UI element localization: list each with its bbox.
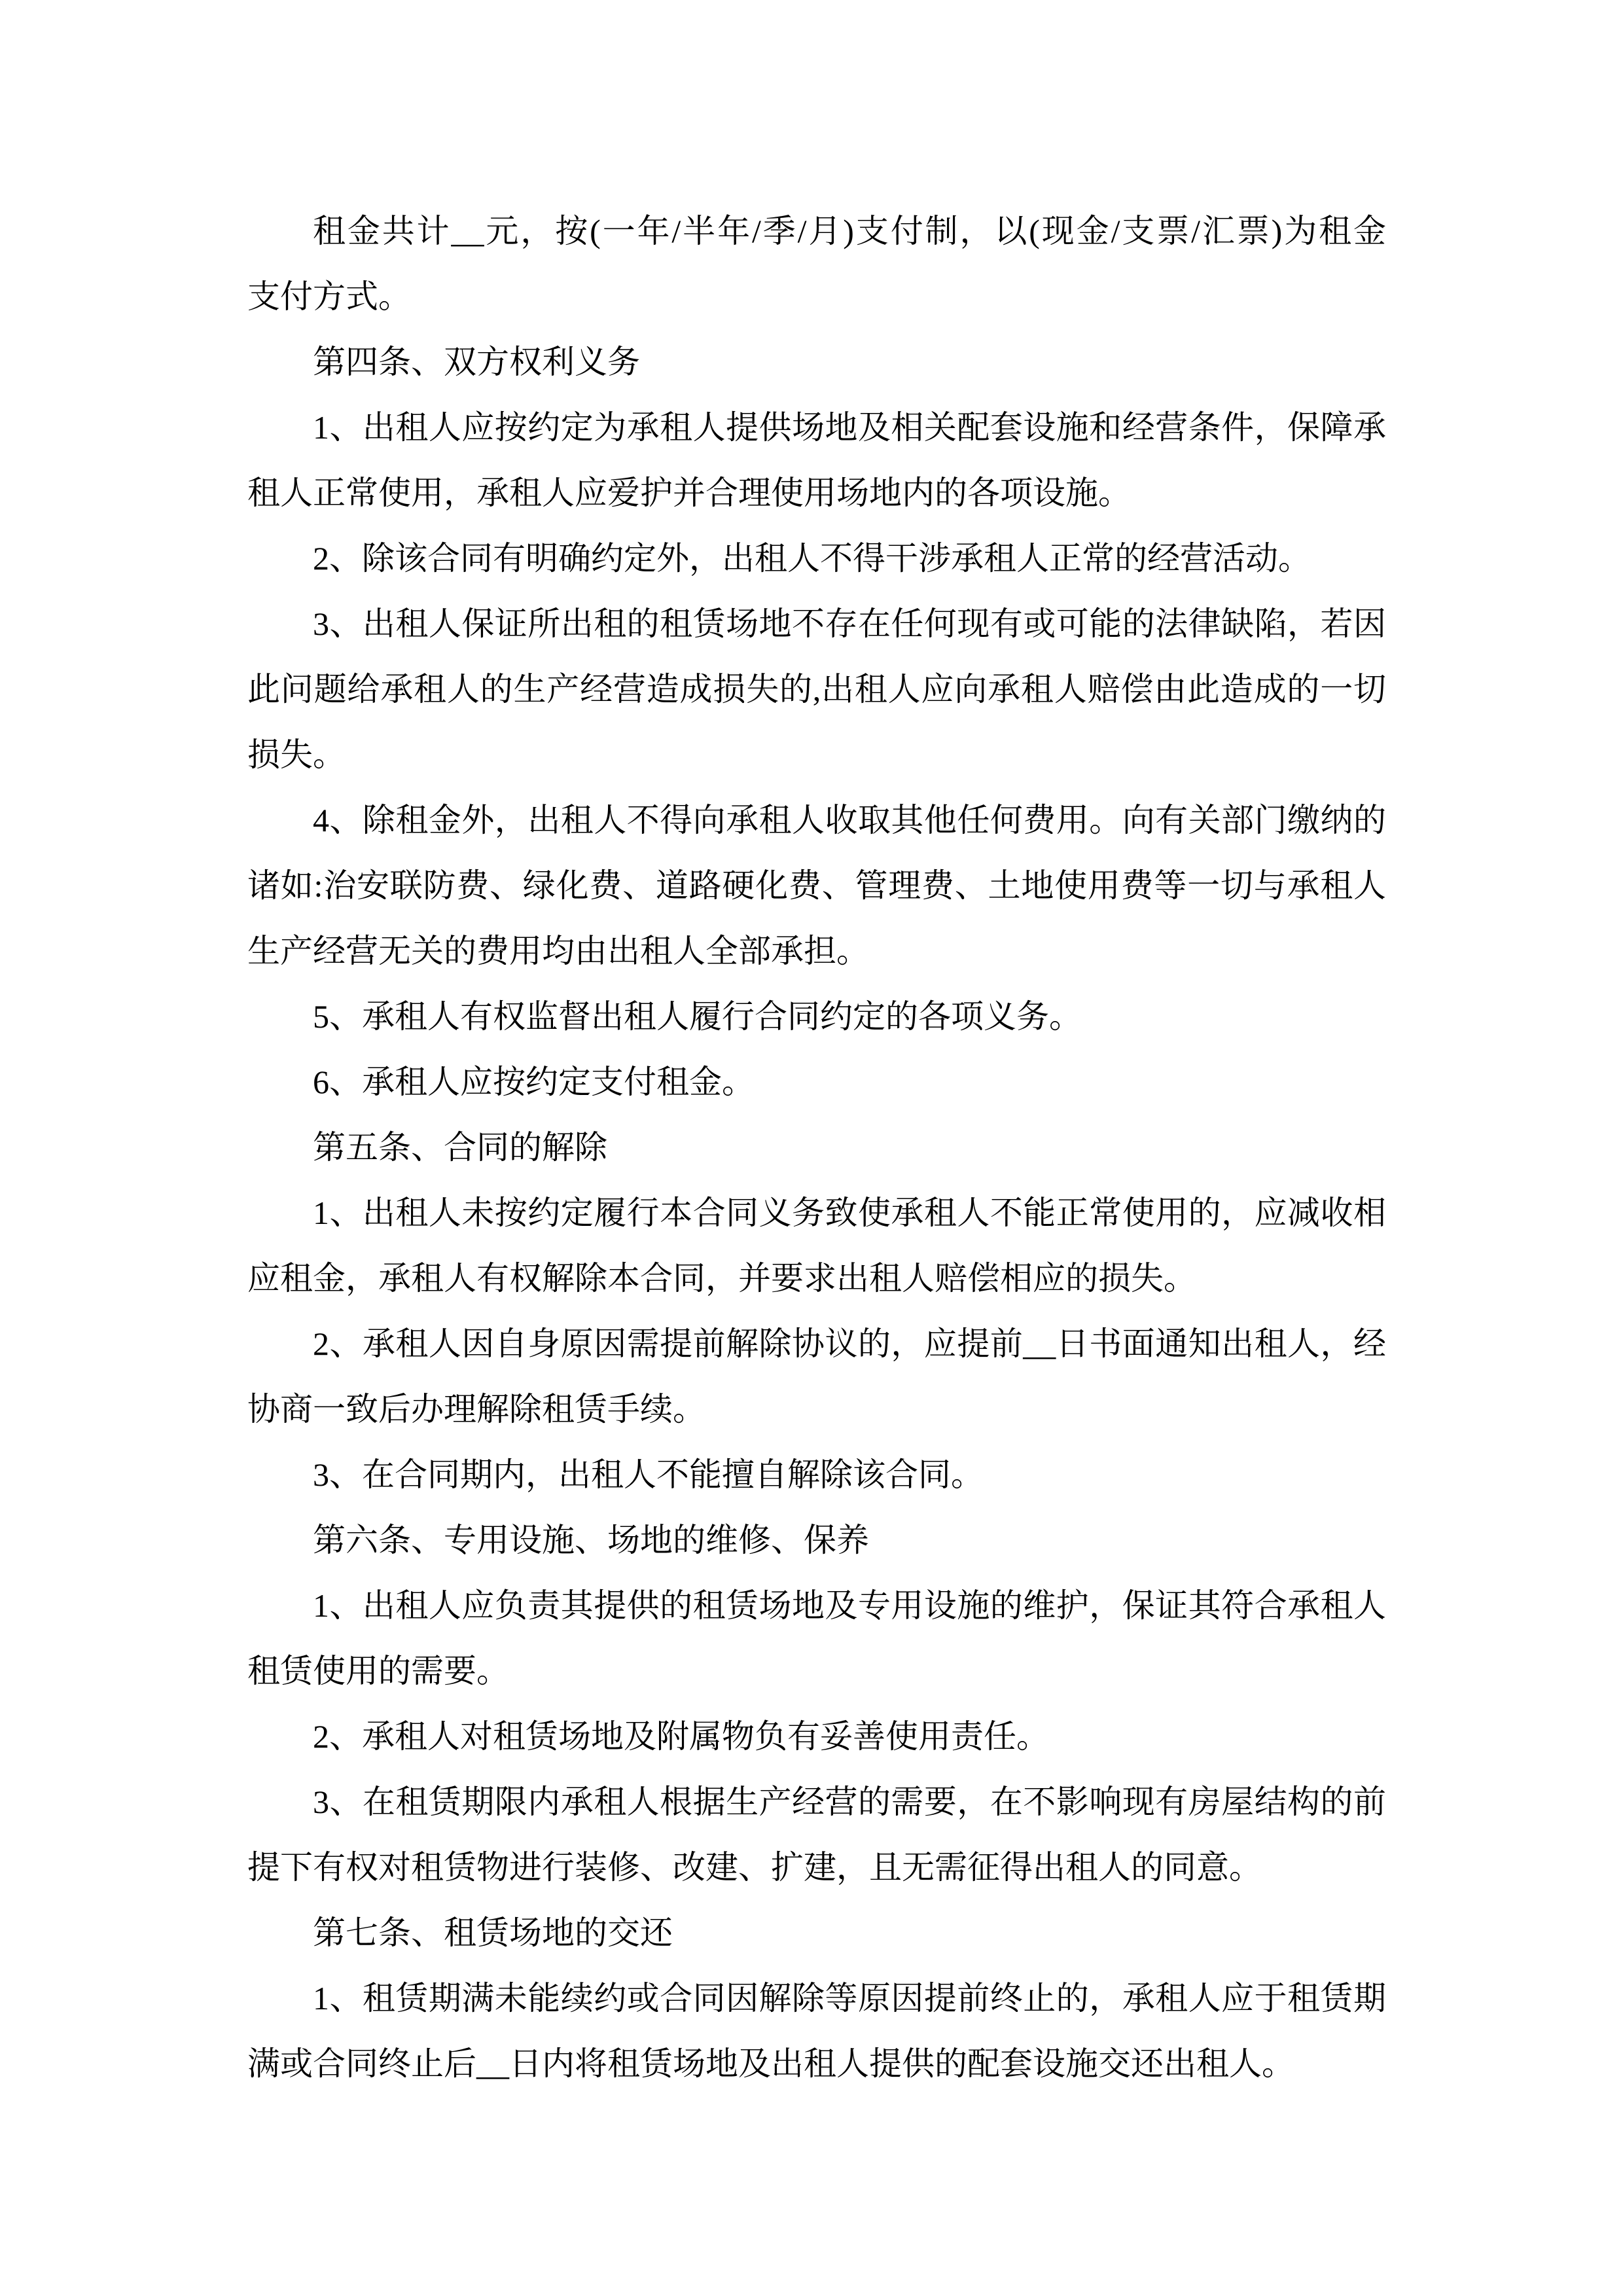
contract-text-line: 损失。 (247, 736, 346, 773)
contract-text-line: 支付方式。 (247, 278, 411, 315)
contract-text-line: 诸如:治安联防费、绿化费、道路硬化费、管理费、土地使用费等一切与承租人 (247, 867, 1386, 904)
contract-text-line: 第七条、租赁场地的交还 (313, 1914, 673, 1951)
contract-text-line: 此问题给承租人的生产经营造成损失的,出租人应向承租人赔偿由此造成的一切 (247, 671, 1386, 708)
contract-text-line: 2、除该合同有明确约定外，出租人不得干涉承租人正常的经营活动。 (313, 540, 1311, 577)
contract-text-line: 1、出租人未按约定履行本合同义务致使承租人不能正常使用的，应减收相 (313, 1194, 1386, 1231)
contract-text-line: 租金共计__元，按(一年/半年/季/月)支付制，以(现金/支票/汇票)为租金 (313, 213, 1386, 249)
contract-text-line: 协商一致后办理解除租赁手续。 (247, 1391, 705, 1427)
contract-text-line: 1、租赁期满未能续约或合同因解除等原因提前终止的，承租人应于租赁期 (313, 1980, 1386, 2017)
contract-text-line: 1、出租人应负责其提供的租赁场地及专用设施的维护，保证其符合承租人 (313, 1587, 1386, 1624)
contract-text-line: 第五条、合同的解除 (313, 1129, 607, 1166)
contract-text-line: 1、出租人应按约定为承租人提供场地及相关配套设施和经营条件，保障承 (313, 409, 1386, 446)
contract-text-line: 2、承租人因自身原因需提前解除协议的，应提前__日书面通知出租人，经 (313, 1325, 1386, 1362)
contract-text-line: 4、除租金外，出租人不得向承租人收取其他任何费用。向有关部门缴纳的 (313, 802, 1386, 838)
contract-text-line: 生产经营无关的费用均由出租人全部承担。 (247, 933, 869, 969)
contract-text-line: 2、承租人对租赁场地及附属物负有妥善使用责任。 (313, 1718, 1049, 1755)
contract-text-line: 租赁使用的需要。 (247, 1653, 509, 1689)
contract-text-line: 租人正常使用，承租人应爱护并合理使用场地内的各项设施。 (247, 475, 1131, 511)
contract-text-line: 第四条、双方权利义务 (313, 344, 640, 380)
contract-text-line: 6、承租人应按约定支付租金。 (313, 1064, 755, 1100)
contract-text-line: 第六条、专用设施、场地的维修、保养 (313, 1522, 869, 1558)
contract-text-line: 3、出租人保证所出租的租赁场地不存在任何现有或可能的法律缺陷，若因 (313, 605, 1386, 642)
contract-text-line: 提下有权对租赁物进行装修、改建、扩建，且无需征得出租人的同意。 (247, 1849, 1262, 1886)
contract-text-line: 应租金，承租人有权解除本合同，并要求出租人赔偿相应的损失。 (247, 1260, 1196, 1297)
contract-text-line: 3、在租赁期限内承租人根据生产经营的需要，在不影响现有房屋结构的前 (313, 1784, 1386, 1820)
contract-text-line: 5、承租人有权监督出租人履行合同约定的各项义务。 (313, 998, 1082, 1035)
contract-text-column (247, 198, 1386, 2096)
contract-text-line: 3、在合同期内，出租人不能擅自解除该合同。 (313, 1456, 984, 1493)
contract-text-line: 满或合同终止后__日内将租赁场地及出租人提供的配套设施交还出租人。 (247, 2045, 1294, 2082)
